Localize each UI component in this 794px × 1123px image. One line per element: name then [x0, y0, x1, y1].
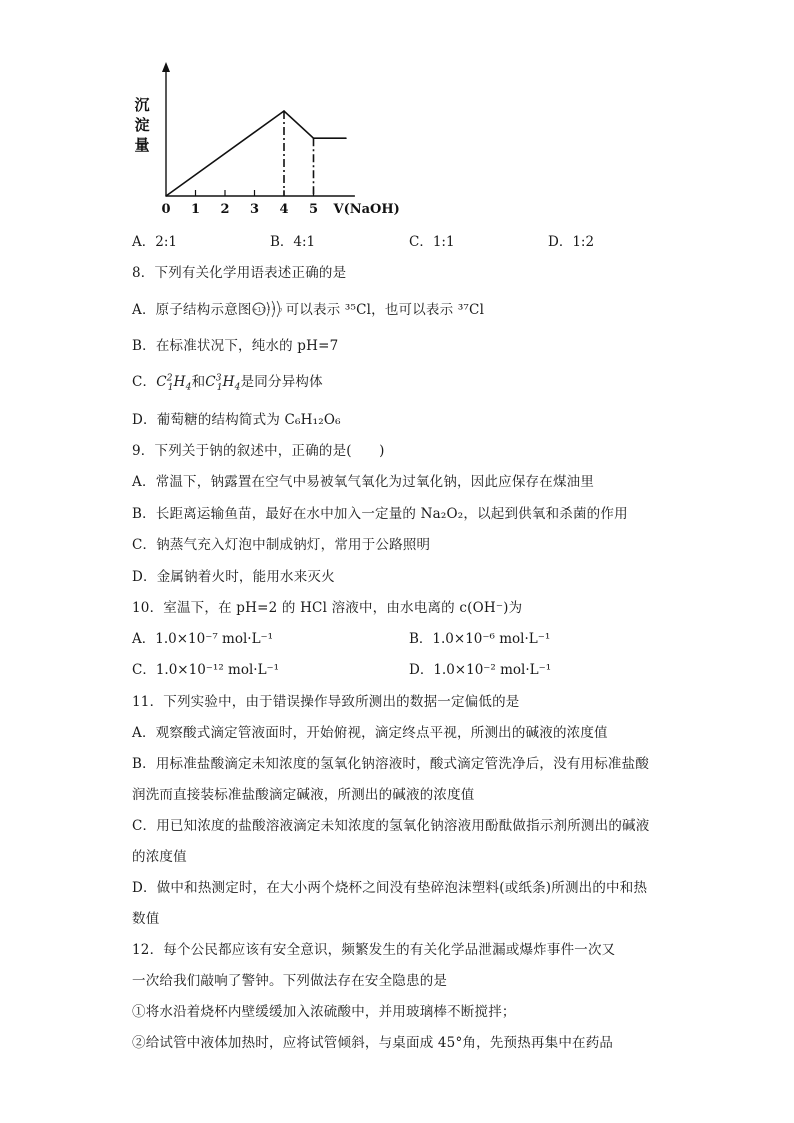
q12-stem-line1: 12．每个公民都应该有安全意识，频繁发生的有关化学品泄漏或爆炸事件一次又	[132, 942, 616, 958]
q8-c-mid: 和	[191, 374, 206, 390]
q11-stem: 11．下列实验中，由于错误操作导致所测出的数据一定偏低的是	[132, 694, 520, 710]
q10-option-a[interactable]: A．1.0×10⁻⁷ mol·L⁻¹	[132, 631, 274, 647]
q8-a-prefix: A．原子结构示意图	[132, 302, 252, 318]
q7-option-c[interactable]: C．1:1	[409, 234, 455, 250]
q12-stem-line2: 一次给我们敲响了警钟。下列做法存在安全隐患的是	[132, 973, 448, 989]
q11-option-d-line2[interactable]: 数值	[132, 911, 160, 927]
q10-stem: 10．室温下，在 pH=2 的 HCl 溶液中，由水电离的 c(OH⁻)为	[132, 600, 523, 616]
q8-option-b[interactable]: B．在标准状况下，纯水的 pH=7	[132, 338, 339, 354]
q9-stem: 9．下列关于钠的叙述中，正确的是( )	[132, 443, 385, 459]
q12-item-2: ②给试管中液体加热时，应将试管倾斜，与桌面成 45°角，先预热再集中在药品	[132, 1035, 614, 1051]
x-tick-label-0: 0	[161, 202, 171, 217]
q7-option-d[interactable]: D．1:2	[548, 234, 595, 250]
q11-option-a[interactable]: A．观察酸式滴定管液面时，开始俯视，滴定终点平视，所测出的碱液的浓度值	[132, 725, 608, 741]
formula-c2h4-isotope-13: $C^3_1H_4$	[205, 373, 241, 393]
x-tick-label-4: 4	[279, 202, 289, 217]
y-axis-label-char-1: 淀	[134, 116, 150, 134]
q9-option-a[interactable]: A．常温下，钠露置在空气中易被氧气氧化为过氧化钠，因此应保存在煤油里	[132, 474, 595, 490]
q12-item-1: ①将水沿着烧杯内壁缓缓加入浓硫酸中，并用玻璃棒不断搅拌；	[132, 1004, 516, 1020]
y-axis-label-char-0: 沉	[134, 96, 150, 114]
q11-option-b-line1[interactable]: B．用标准盐酸滴定未知浓度的氢氧化钠溶液时，酸式滴定管洗净后，没有用标准盐酸	[132, 756, 650, 772]
q7-option-b[interactable]: B．4:1	[270, 234, 316, 250]
q8-c-prefix: C．	[132, 374, 157, 390]
q11-option-c-line2[interactable]: 的浓度值	[132, 849, 187, 865]
svg-text:2: 2	[267, 307, 271, 312]
q11-option-d-line1[interactable]: D．做中和热测定时，在大小两个烧杯之间没有垫碎泡沫塑料(或纸条)所测出的中和热	[132, 880, 648, 896]
x-axis-label: V(NaOH)	[333, 202, 400, 217]
svg-text:7: 7	[279, 309, 283, 314]
svg-text:+17: +17	[251, 306, 266, 314]
q9-option-d[interactable]: D．金属钠着火时，能用水来灭火	[132, 569, 335, 585]
q8-c-suffix: 是同分异构体	[240, 374, 323, 390]
q8-option-a[interactable]	[132, 300, 484, 320]
q9-option-b[interactable]: B．长距离运输鱼苗，最好在水中加入一定量的 Na₂O₂，以起到供氧和杀菌的作用	[132, 506, 628, 522]
q10-option-d[interactable]: D．1.0×10⁻² mol·L⁻¹	[409, 662, 552, 678]
data-point-3	[345, 137, 347, 139]
x-tick-label-1: 1	[190, 202, 201, 217]
y-axis-label-char-2: 量	[134, 136, 150, 154]
q9-option-c[interactable]: C．钠蒸气充入灯泡中制成钠灯，常用于公路照明	[132, 537, 431, 553]
q11-option-c-line1[interactable]: C．用已知浓度的盐酸溶液滴定未知浓度的氢氧化钠溶液用酚酞做指示剂所测出的碱液	[132, 818, 650, 834]
x-tick-label-3: 3	[249, 202, 260, 217]
precipitate-chart	[136, 60, 406, 220]
y-axis-arrow	[162, 62, 170, 72]
x-tick-label-2: 2	[220, 202, 230, 217]
q7-option-a[interactable]: A．2:1	[132, 234, 177, 250]
q11-option-b-line2[interactable]: 润洗而直接装标准盐酸滴定碱液，所测出的碱液的浓度值	[132, 787, 475, 803]
q8-option-d[interactable]: D．葡萄糖的结构简式为 C₆H₁₂O₆	[132, 412, 341, 428]
precipitate-series-line	[166, 111, 346, 196]
q8-option-c[interactable]	[132, 372, 323, 392]
atom-structure-icon	[252, 300, 286, 318]
q8-stem: 8．下列有关化学用语表述正确的是	[132, 265, 347, 281]
data-point-0	[165, 195, 167, 197]
q8-a-suffix: 可以表示 ³⁵Cl，也可以表示 ³⁷Cl	[285, 302, 485, 318]
formula-c2h4-isotope-12: $C^2_1H_4$	[156, 373, 192, 393]
svg-text:8: 8	[272, 307, 276, 312]
q10-option-c[interactable]: C．1.0×10⁻¹² mol·L⁻¹	[132, 662, 280, 678]
q10-option-b[interactable]: B．1.0×10⁻⁶ mol·L⁻¹	[409, 631, 551, 647]
x-tick-label-5: 5	[308, 202, 319, 217]
